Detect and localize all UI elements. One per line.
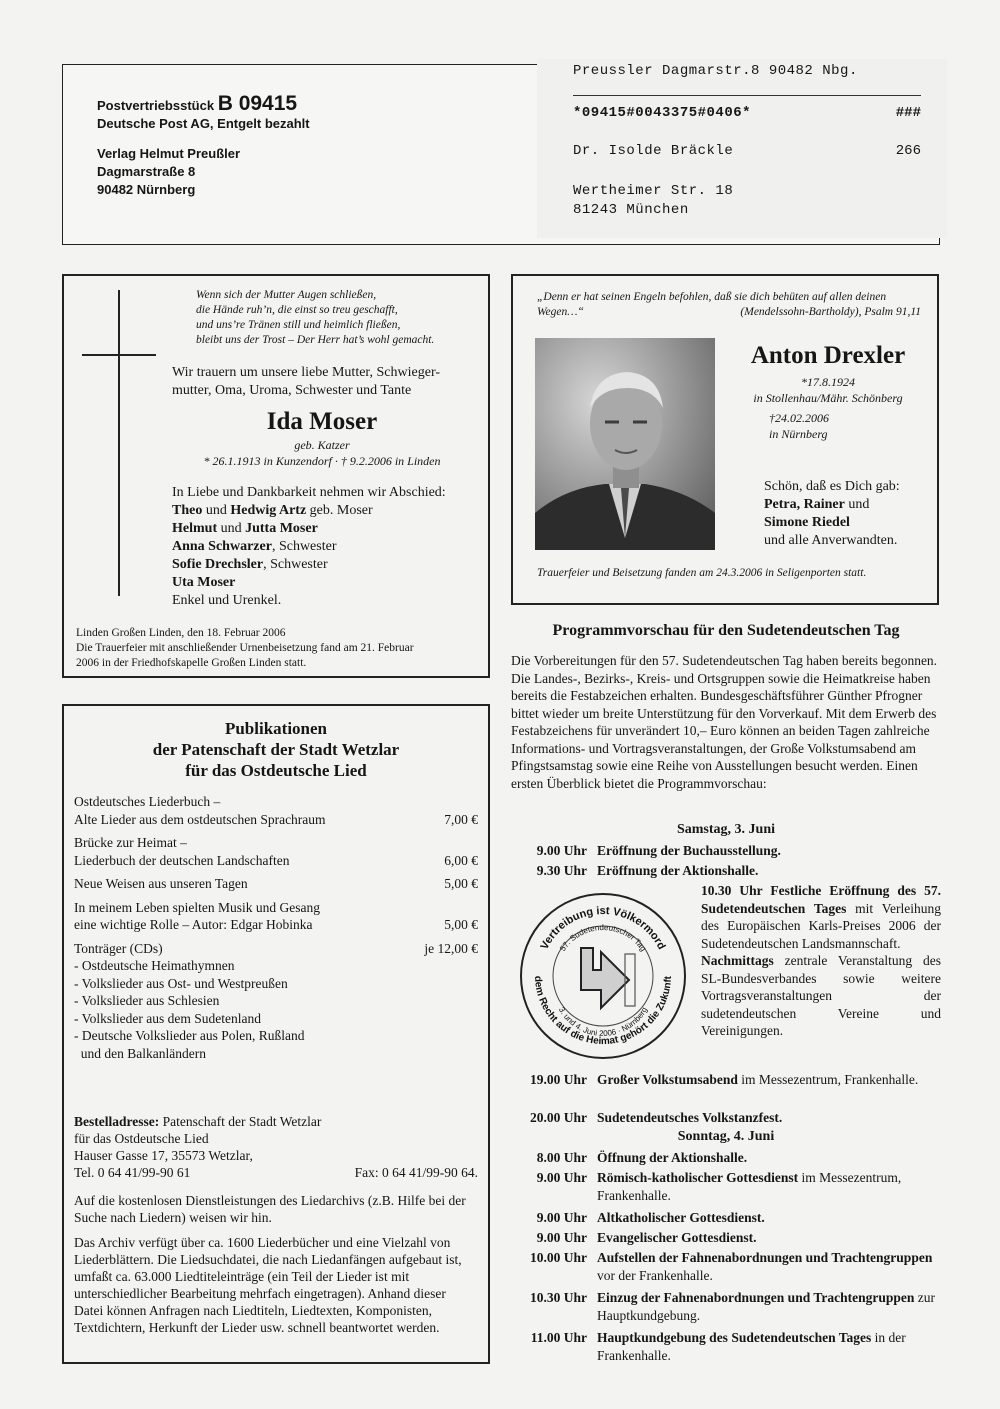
cd-title: - Ostdeutsche Heimathymnen — [74, 958, 235, 973]
relatives — [172, 484, 446, 610]
life-dates: * 26.1.1913 in Kunzendorf · † 9.2.2006 in Linden — [203, 454, 441, 468]
program-intro: Die Vorbereitungen für den 57. Sudetendeutschen Tag haben bereits begonnen. Die Landes-, Bezirks-, Kreis- und Ortsgruppen sowie die Heimatkreise haben bereits die Festabzeichen erhalten. Bundesgeschäftsführer Günther Pfrogner bittet wieder um breite Unterstützung für den Vorverkauf. Mit dem Erwerb des Festabzeichens für unverändert 10,– Euro können an beiden Tagen zahlreiche Informations- und Vortragsveranstaltungen, der Große Volkstumsabend am Pfingstsamstag sowie eine Reihe von Ausstellungen besucht werden. Einen ersten Überblick bietet die Programmvorschau: — [511, 653, 938, 791]
cd-title: - Volkslieder aus Ost- und Westpreußen — [74, 975, 288, 991]
cross-icon — [118, 290, 120, 596]
cd-title: und den Balkanländern — [74, 1045, 206, 1061]
place-date: Linden Großen Linden, den 18. Februar 2006 — [76, 627, 286, 639]
program-title: Programmvorschau für den Sudetendeutschen Tag — [552, 622, 900, 639]
mailing-header — [62, 64, 940, 245]
publisher-name: Verlag Helmut Preußler — [97, 146, 241, 161]
deceased-name: Ida Moser — [266, 408, 378, 435]
funeral-line: Die Trauerfeier mit anschließender Urnenbeisetzung fand am 21. Februar — [76, 642, 414, 654]
poem-line: und uns’re Tränen still und heimlich fließen, — [196, 319, 401, 331]
address-label — [537, 59, 947, 238]
birth-place: in Stollenhau/Mähr. Schönberg — [753, 391, 903, 405]
day-heading: Samstag, 3. Juni — [676, 822, 776, 837]
cross-icon-bar — [82, 354, 156, 356]
publisher-street: Dagmarstraße 8 — [97, 164, 196, 179]
archive-description: Das Archiv verfügt über ca. 1600 Liederbücher und eine Vielzahl von Liederblättern. Die Liedsuchdatei, die nach Liedanfängen aufgebaut ist, umfaßt ca. 63.000 Liedtiteleinträge (ein Teil der Lieder ist mit unterschiedlicher Bearbeitung mehrfach eingetragen). Anhand dieser Datei können Anfragen nach Liedtiteln, Liedtexten, Komponisten, Textdichtern, Herkunft der Lieder usw. schnell beantwortet werden. — [74, 1235, 462, 1335]
poem-line: Wenn sich der Mutter Augen schließen, — [196, 289, 377, 301]
bible-quote — [537, 290, 921, 320]
funeral-note: Trauerfeier und Beisetzung fanden am 24.3.2006 in Seligenporten statt. — [537, 567, 867, 579]
birth-date: *17.8.1924 — [801, 375, 855, 389]
event-row: Nachmittags zentrale Veranstaltung des SL-Bundesverbandes sowie weitere Vortragsveranstaltungen der sudetendeutschen Vereine und Vereinigungen. — [701, 953, 941, 1038]
sender-line: Preussler Dagmarstr.8 90482 Nbg. — [573, 63, 858, 79]
relative-line: Simone Riedel — [764, 515, 850, 530]
poem — [196, 288, 434, 348]
publication-item: Neue Weisen aus unseren Tagen 5,00 € — [74, 876, 478, 891]
quote-text: „Denn er hat seinen Engeln befohlen, daß sie dich behüten auf allen deinen Wegen…“ — [537, 291, 887, 318]
relative-line: Anna Schwarzer, Schwester — [172, 539, 337, 554]
price: 7,00 € — [444, 811, 478, 827]
recipient-street: Wertheimer Str. 18 — [573, 183, 734, 199]
price: 6,00 € — [444, 852, 478, 868]
publications-box — [62, 704, 490, 1364]
postal-info — [97, 92, 310, 199]
hash-marks: ### — [895, 105, 921, 121]
program-preview: Programmvorschau für den Sudetendeutschen Tag Die Vorbereitungen für den 57. Sudetendeutschen Tag haben bereits begonnen. Die Landes-, Bezirks-, Kreis- und Ortsgruppen sowie die Heimatkreise haben bereits die Festabzeichen erhalten. Bundesgeschäftsführer Günther Pfrogner bittet wieder um breite Unterstützung für den Vorverkauf. Mit dem Erwerb des Festabzeichens für unverändert 10,– Euro können an beiden Tagen zahlreiche Informations- und Vortragsveranstaltungen, der Große Volkstumsabend am Pfingstsamstag sowie eine Reihe von Ausstellungen besucht werden. Einen ersten Überblick bietet die Programmvorschau: Samstag, 3. Juni 9.00 Uhr Eröffnung der Buchausstellung. 9.30 Uhr Eröffnung der Aktionshalle. Vertreibung ist Völkermord 57. Sudetendeutscher Tag 3. und 4. Juni 2006 · Nürnberg dem Recht auf die Heimat gehört die Zukunft 10.30 Uhr Festliche Eröffnung des 57. Sudetendeutschen Tages mit Verleihung des Europäischen Karls-Preises 2006 der Sudetendeutschen Landsmannschaft. Nachmittags zentrale Veranstaltung des SL-Bundesverbandes sowie weitere Vortragsveranstaltungen der sudetendeutschen Vereine und Vereinigungen. 19.00 Uhr Großer Volkstumsabend im Messezentrum, Frankenhalle. 20.00 Uhr Sudetendeutsches Volkstanzfest. Sonntag, 4. Juni 8.00 Uhr Öffnung der Aktionshalle. 9.00 Uhr Römisch-katholischer Gottesdienst im Messezentrum, Frankenhalle. 9.00 Uhr Altkatholischer Gottesdienst. 9.00 Uhr Evangelischer Gottesdienst. 10.00 Uhr Aufstellen der Fahnenabordnungen und Trachtengruppen vor der Frankenhalle. 10.30 Uhr Einzug der Fahnenabordnungen und Trachtengruppen zur Hauptkundgebung. 11.00 Uhr Hauptkundgebung des Sudetendeutschen Tages in der Frankenhalle. — [511, 622, 941, 1363]
intro-line: Wir trauern um unsere liebe Mutter, Schwieger- — [172, 365, 440, 380]
relative-line: Sofie Drechsler, Schwester — [172, 557, 328, 572]
publisher-city: 90482 Nürnberg — [97, 182, 196, 197]
publication-item: Brücke zur Heimat – Liederbuch der deutschen Landschaften 6,00 € — [74, 835, 478, 868]
funeral-line: 2006 in der Friedhofskapelle Großen Linden statt. — [76, 657, 307, 669]
order-address: Bestelladresse: Patenschaft der Stadt Wetzlar für das Ostdeutsche Lied Hauser Gasse 17, 35573 Wetzlar, Tel. 0 64 41/99-90 61 Fax: 0 64 41/99-90 64. — [74, 1114, 478, 1180]
recipient-city: 81243 München — [573, 202, 689, 218]
relative-line: Petra, Rainer und — [764, 497, 870, 512]
recipient-number: 266 — [895, 143, 921, 159]
price: je 12,00 € — [424, 940, 478, 956]
price: 5,00 € — [444, 917, 478, 932]
price: 5,00 € — [444, 876, 478, 891]
death-info — [769, 410, 829, 442]
svg-text:Vertreibung ist Völkermord: Vertreibung ist Völkermord — [538, 905, 668, 952]
stueck-code: B 09415 — [217, 92, 298, 115]
poem-line: die Hände ruh’n, die einst so treu geschafft, — [196, 304, 398, 316]
cd-title: - Volkslieder aus Schlesien — [74, 993, 220, 1008]
death-place: in Nürnberg — [769, 427, 828, 441]
day-heading: Sonntag, 4. Juni — [677, 1129, 775, 1144]
relative-line: Helmut und Jutta Moser — [172, 521, 318, 536]
cd-title: - Deutsche Volkslieder aus Polen, Rußland — [74, 1028, 305, 1043]
stueck-label: Postvertriebsstück — [97, 98, 215, 113]
obituary-intro — [172, 364, 440, 400]
portrait-photo — [535, 338, 715, 550]
publication-item: In meinem Leben spielten Musik und Gesang eine wichtige Rolle – Autor: Edgar Hobinka 5,00 € — [74, 899, 478, 932]
publication-list — [74, 793, 478, 1068]
farewell-line: In Liebe und Dankbarkeit nehmen wir Abschied: — [172, 485, 446, 500]
relative-line: Uta Moser — [172, 575, 236, 590]
maiden-name: geb. Katzer — [294, 438, 350, 452]
publication-item-cds: Tonträger (CDs) je 12,00 € - Ostdeutsche Heimathymnen - Volkslieder aus Ost- und Westpreußen - Volkslieder aus Schlesien - Volkslieder aus dem Sudetenland - Deutsche Volkslieder aus Polen, Rußland und den Balkanländern — [74, 940, 478, 1061]
event-opening — [701, 882, 941, 1040]
label-rule — [573, 95, 921, 96]
relative-line: Theo und Hedwig Artz geb. Moser — [172, 503, 373, 518]
deceased-name: Anton Drexler — [750, 342, 906, 369]
publications-title — [64, 718, 488, 781]
intro-line: mutter, Oma, Uroma, Schwester und Tante — [172, 383, 412, 398]
death-date: †24.02.2006 — [769, 411, 829, 425]
birth-info — [723, 374, 933, 406]
poem-line: bleibt uns der Trost – Der Herr hat’s wohl gemacht. — [196, 334, 435, 346]
quote-source: (Mendelssohn-Bartholdy), Psalm 91,11 — [740, 306, 921, 318]
fax-number: Fax: 0 64 41/99-90 64. — [354, 1165, 478, 1180]
title-line: der Patenschaft der Stadt Wetzlar — [152, 740, 400, 759]
festival-stamp-icon — [517, 890, 689, 1062]
svg-text:3. und 4. Juni 2006 · Nürnberg: 3. und 4. Juni 2006 · Nürnberg — [556, 1005, 650, 1039]
relatives — [764, 478, 900, 550]
obituary-footer — [76, 626, 414, 671]
obituary-ida-moser — [62, 274, 490, 678]
publication-item: Ostdeutsches Liederbuch – Alte Lieder aus dem ostdeutschen Sprachraum 7,00 € — [74, 794, 478, 827]
obituary-anton-drexler — [511, 274, 939, 605]
event-row: 10.30 Uhr Festliche Eröffnung des 57. Sudetendeutschen Tages mit Verleihung des Europäischen Karls-Preises 2006 der Sudetendeutschen Landsmannschaft. — [701, 883, 941, 951]
recipient-name: Dr. Isolde Bräckle — [573, 143, 734, 159]
svg-text:dem Recht auf die Heimat gehör: dem Recht auf die Heimat gehört die Zukunft — [531, 975, 675, 1048]
post-line: Deutsche Post AG, Entgelt bezahlt — [97, 116, 310, 131]
svg-text:57. Sudetendeutscher Tag: 57. Sudetendeutscher Tag — [558, 922, 648, 953]
relative-line: und alle Anverwandten. — [764, 533, 898, 548]
title-line: für das Ostdeutsche Lied — [185, 761, 367, 780]
archive-note: Auf die kostenlosen Dienstleistungen des Liedarchivs (z.B. Hilfe bei der Suche nach Liedern) weisen wir hin. — [74, 1193, 466, 1225]
order-label: Bestelladresse: — [74, 1114, 160, 1129]
cd-title: - Volkslieder aus dem Sudetenland — [74, 1010, 261, 1026]
relative-line: Enkel und Urenkel. — [172, 593, 282, 608]
title-line: Publikationen — [224, 719, 328, 738]
thanks-line: Schön, daß es Dich gab: — [764, 479, 900, 494]
barcode-line: *09415#0043375#0406* — [573, 105, 752, 121]
